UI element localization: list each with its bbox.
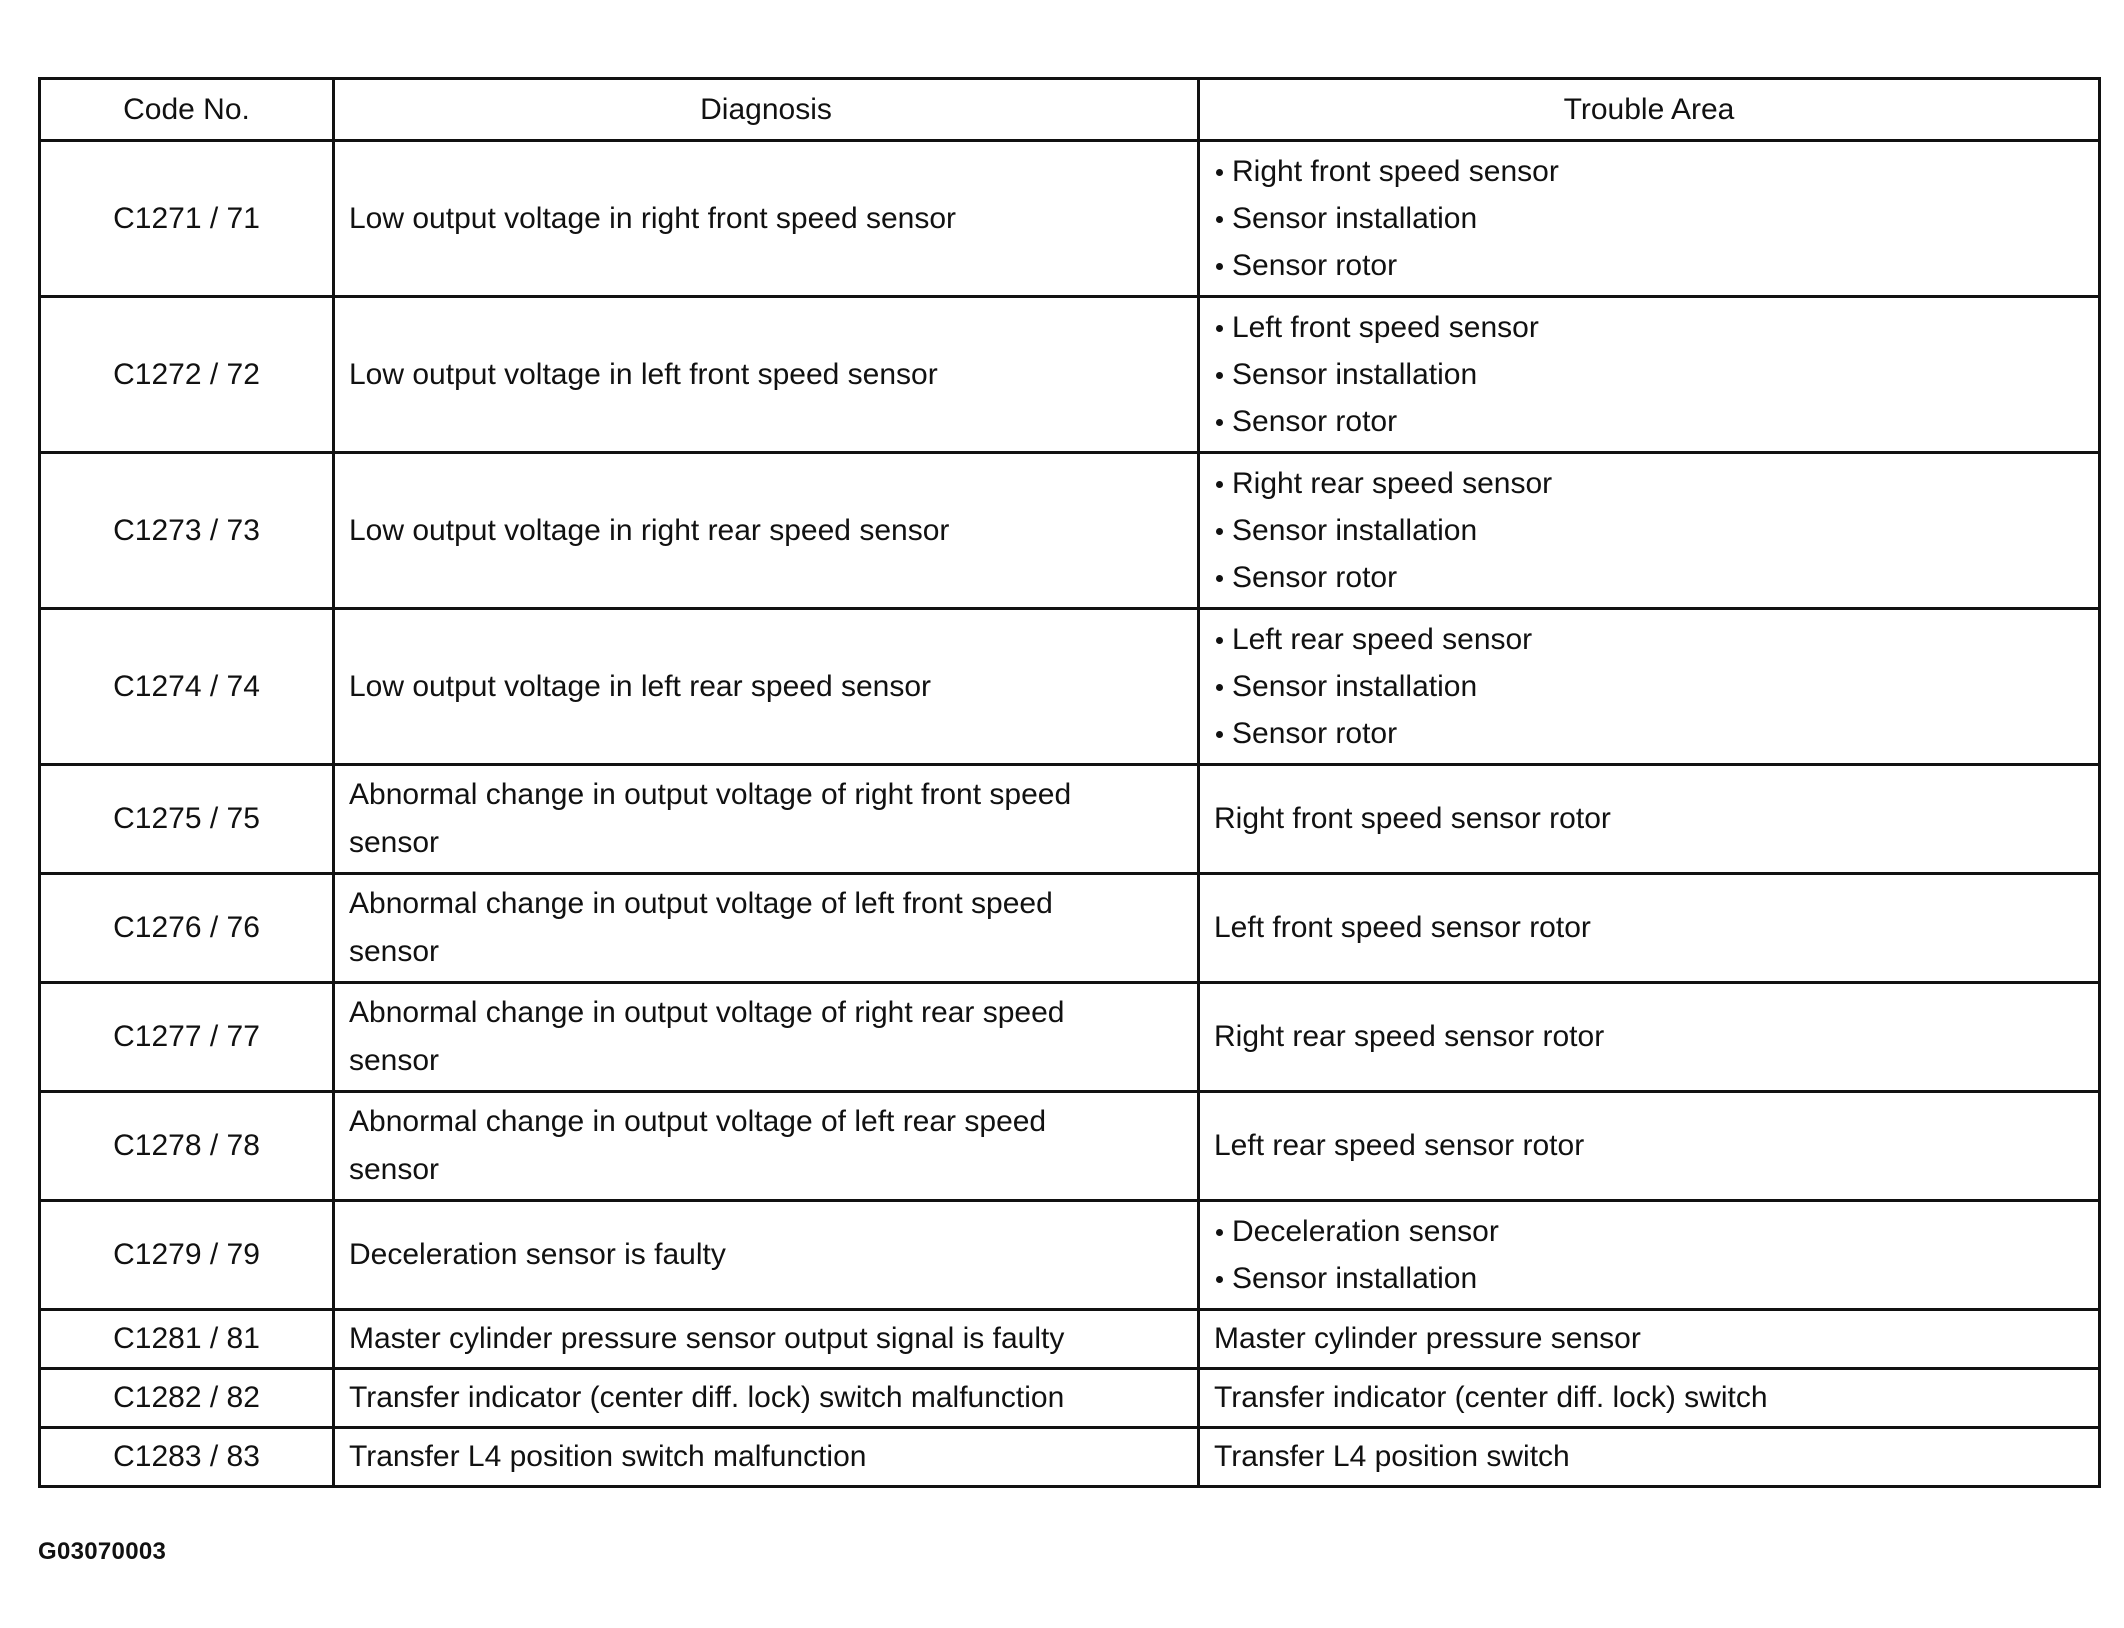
table-row bbox=[40, 297, 2100, 453]
table-row bbox=[40, 765, 2100, 874]
table-row bbox=[40, 1201, 2100, 1310]
figure-id: G03070003 bbox=[38, 1538, 167, 1565]
table-row bbox=[40, 874, 2100, 983]
table-row bbox=[40, 1428, 2100, 1487]
list-item: Sensor installation bbox=[1214, 507, 2084, 554]
trouble-area-cell: Right rear speed sensor rotor bbox=[1199, 983, 2100, 1092]
trouble-area-cell: Left front speed sensor rotor bbox=[1199, 874, 2100, 983]
diagnosis-cell: Transfer L4 position switch malfunction bbox=[334, 1428, 1199, 1487]
table-row bbox=[40, 453, 2100, 609]
header-row bbox=[40, 79, 2100, 141]
trouble-area-list bbox=[1214, 1208, 2084, 1302]
list-item: Left rear speed sensor bbox=[1214, 616, 2084, 663]
list-item: Sensor installation bbox=[1214, 663, 2084, 710]
header-code-no: Code No. bbox=[40, 79, 334, 141]
header-trouble-area: Trouble Area bbox=[1199, 79, 2100, 141]
diagnosis-cell: Abnormal change in output voltage of left front speed sensor bbox=[334, 874, 1199, 983]
diagnosis-cell: Low output voltage in right front speed sensor bbox=[334, 141, 1199, 297]
diagnosis-cell: Transfer indicator (center diff. lock) switch malfunction bbox=[334, 1369, 1199, 1428]
list-item: Sensor rotor bbox=[1214, 398, 2084, 445]
code-cell: C1277 / 77 bbox=[40, 983, 334, 1092]
header-diagnosis: Diagnosis bbox=[334, 79, 1199, 141]
diagnosis-cell: Deceleration sensor is faulty bbox=[334, 1201, 1199, 1310]
list-item: Sensor installation bbox=[1214, 195, 2084, 242]
trouble-area-cell: Left rear speed sensor rotor bbox=[1199, 1092, 2100, 1201]
code-cell: C1278 / 78 bbox=[40, 1092, 334, 1201]
trouble-area-cell bbox=[1199, 609, 2100, 765]
table-row bbox=[40, 141, 2100, 297]
trouble-area-cell: Right front speed sensor rotor bbox=[1199, 765, 2100, 874]
diagnosis-cell: Abnormal change in output voltage of right rear speed sensor bbox=[334, 983, 1199, 1092]
code-cell: C1272 / 72 bbox=[40, 297, 334, 453]
list-item: Sensor installation bbox=[1214, 1255, 2084, 1302]
trouble-area-list bbox=[1214, 460, 2084, 601]
list-item: Sensor rotor bbox=[1214, 554, 2084, 601]
trouble-area-cell: Transfer indicator (center diff. lock) switch bbox=[1199, 1369, 2100, 1428]
code-cell: C1271 / 71 bbox=[40, 141, 334, 297]
diagnosis-cell: Abnormal change in output voltage of right front speed sensor bbox=[334, 765, 1199, 874]
code-cell: C1275 / 75 bbox=[40, 765, 334, 874]
table-row bbox=[40, 983, 2100, 1092]
diagnosis-cell: Low output voltage in left rear speed sensor bbox=[334, 609, 1199, 765]
diagnosis-cell: Low output voltage in left front speed sensor bbox=[334, 297, 1199, 453]
table-row bbox=[40, 1369, 2100, 1428]
trouble-area-list bbox=[1214, 304, 2084, 445]
diagnosis-cell: Master cylinder pressure sensor output signal is faulty bbox=[334, 1310, 1199, 1369]
list-item: Right front speed sensor bbox=[1214, 148, 2084, 195]
diagnosis-cell: Low output voltage in right rear speed sensor bbox=[334, 453, 1199, 609]
trouble-area-cell bbox=[1199, 453, 2100, 609]
code-cell: C1283 / 83 bbox=[40, 1428, 334, 1487]
code-cell: C1281 / 81 bbox=[40, 1310, 334, 1369]
trouble-area-cell: Transfer L4 position switch bbox=[1199, 1428, 2100, 1487]
diagnostic-code-table bbox=[38, 77, 2101, 1488]
list-item: Sensor rotor bbox=[1214, 710, 2084, 757]
list-item: Sensor installation bbox=[1214, 351, 2084, 398]
trouble-area-list bbox=[1214, 148, 2084, 289]
trouble-area-cell: Master cylinder pressure sensor bbox=[1199, 1310, 2100, 1369]
list-item: Sensor rotor bbox=[1214, 242, 2084, 289]
table-row bbox=[40, 1092, 2100, 1201]
trouble-area-list bbox=[1214, 616, 2084, 757]
list-item: Deceleration sensor bbox=[1214, 1208, 2084, 1255]
code-cell: C1273 / 73 bbox=[40, 453, 334, 609]
code-cell: C1276 / 76 bbox=[40, 874, 334, 983]
code-cell: C1282 / 82 bbox=[40, 1369, 334, 1428]
table-row bbox=[40, 1310, 2100, 1369]
trouble-area-cell bbox=[1199, 1201, 2100, 1310]
trouble-area-cell bbox=[1199, 297, 2100, 453]
code-cell: C1279 / 79 bbox=[40, 1201, 334, 1310]
code-cell: C1274 / 74 bbox=[40, 609, 334, 765]
list-item: Right rear speed sensor bbox=[1214, 460, 2084, 507]
list-item: Left front speed sensor bbox=[1214, 304, 2084, 351]
diagnosis-cell: Abnormal change in output voltage of left rear speed sensor bbox=[334, 1092, 1199, 1201]
trouble-area-cell bbox=[1199, 141, 2100, 297]
table-row bbox=[40, 609, 2100, 765]
